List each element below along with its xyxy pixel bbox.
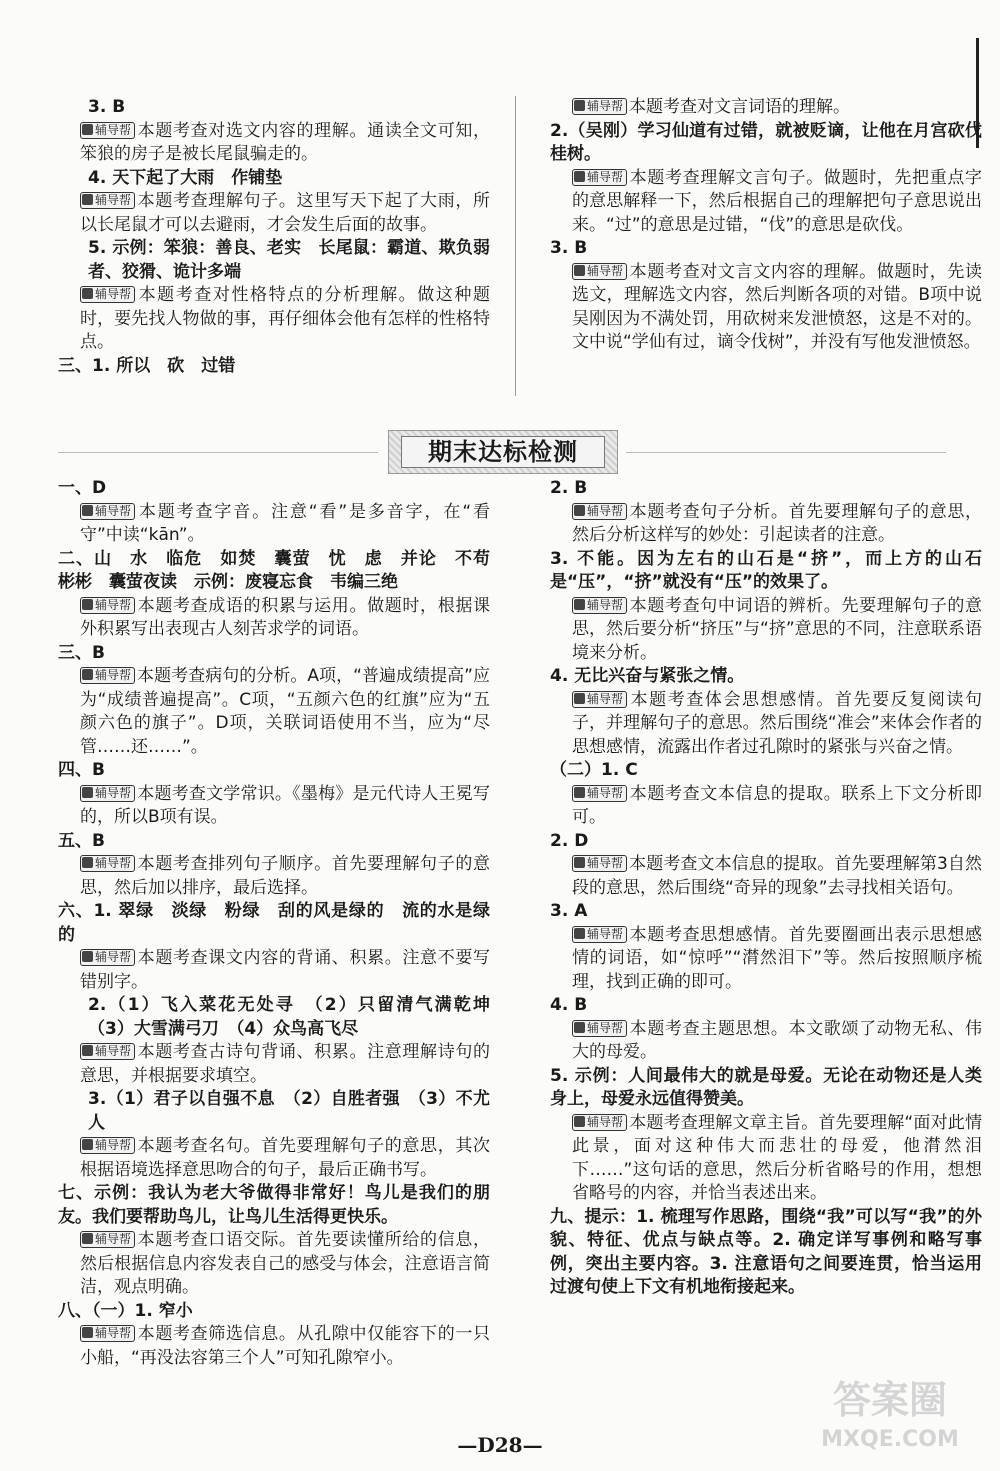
page-number: —D28— — [457, 1433, 543, 1457]
tutor-help-badge — [80, 855, 135, 872]
banner-rule-right — [626, 452, 946, 453]
explanation-text: 本题考查对选文内容的理解。通读全文可知，笨狼的房子是被长尾鼠骗走的。 — [80, 120, 490, 164]
answers-top-left — [58, 96, 490, 378]
book-icon — [82, 669, 93, 680]
explanation-block — [58, 1041, 490, 1088]
badge-label: 辅导帮 — [95, 668, 132, 682]
book-icon — [82, 951, 93, 962]
explanation-block — [550, 924, 982, 995]
explanation-block — [550, 96, 982, 120]
explanation-text: 本题考查对文言文内容的理解。做题时，先读选文，理解选文内容，然后判断各项的对错。B项中说吴刚因为不满处罚，用砍树来发泄愤怒，这是不对的。文中说“学仙有过，谪令伐树”，并没有写他发泄愤怒。 — [572, 261, 982, 352]
explanation-block — [58, 1135, 490, 1182]
explanation-text: 本题考查名句。首先要理解句子的意思，其次根据语境选择意思吻合的句子，最后正确书写。 — [80, 1136, 490, 1180]
explanation-block — [58, 947, 490, 994]
explanation-text: 本题考查文本信息的提取。首先要理解第3自然段的意思，然后围绕“奇异的现象”去寻找相关语句。 — [572, 854, 982, 898]
answer-line: 七、示例：我认为老大爷做得非常好！鸟儿是我们的朋友。我们要帮助鸟儿，让鸟儿生活得更快乐。 — [58, 1183, 490, 1227]
answer-line: 2.（吴刚）学习仙道有过错，就被贬谪，让他在月宫砍伐桂树。 — [550, 120, 982, 164]
explanation-block — [58, 284, 490, 355]
book-icon — [574, 1116, 585, 1127]
book-icon — [82, 124, 93, 135]
book-icon — [574, 857, 585, 868]
book-icon — [574, 787, 585, 798]
book-icon — [82, 1139, 93, 1150]
book-icon — [82, 1045, 93, 1056]
tutor-help-badge — [572, 503, 627, 520]
badge-label: 辅导帮 — [95, 1044, 132, 1058]
badge-label: 辅导帮 — [95, 193, 132, 207]
answer-line: 4. 天下起了大雨 作铺垫 — [88, 167, 283, 188]
explanation-block — [550, 1018, 982, 1065]
tutor-help-badge — [80, 122, 135, 139]
explanation-text: 本题考查对性格特点的分析理解。做这种题时，要先找人物做的事，再仔细体会他有怎样的性格特点。 — [80, 285, 490, 352]
book-icon — [82, 599, 93, 610]
explanation-text: 本题考查排列句子顺序。首先要理解句子的意思，然后加以排序，最后选择。 — [80, 854, 490, 898]
book-icon — [82, 194, 93, 205]
answer-line: 五、B — [58, 830, 105, 851]
book-icon — [574, 928, 585, 939]
tutor-help-badge — [80, 785, 135, 802]
tutor-help-badge — [80, 1043, 135, 1060]
explanation-block — [58, 665, 490, 759]
explanation-block — [550, 1112, 982, 1206]
tutor-help-badge — [572, 691, 627, 708]
answer-line: 3.（1）君子以自强不息 （2）自胜者强 （3）不尤人 — [88, 1089, 490, 1133]
explanation-text: 本题考查病句的分析。A项，“普遍成绩提高”应为“成绩普遍提高”。C项，“五颜六色的红旗”应为“五颜六色的旗子”。D项，关联词语使用不当，应为“尽管……还……”。 — [80, 666, 490, 757]
answer-line: 九、提示：1. 梳理写作思路，围绕“我”可以写“我”的外貌、特征、优点与缺点等。2. 确定详写事例和略写事例，突出主要内容。3. 注意语句之间要连贯，恰当运用过渡句使上下文有机地衔接起来。 — [550, 1206, 982, 1297]
badge-label: 辅导帮 — [95, 950, 132, 964]
badge-label: 辅导帮 — [95, 856, 132, 870]
tutor-help-badge — [572, 785, 627, 802]
answer-line: 六、1. 翠绿 淡绿 粉绿 刮的风是绿的 流的水是绿的 — [58, 901, 490, 945]
book-icon — [82, 1233, 93, 1244]
explanation-block — [58, 120, 490, 167]
tutor-help-badge — [80, 1325, 135, 1342]
explanation-block — [550, 167, 982, 238]
watermark-line1: 答案圈 — [832, 1378, 947, 1422]
tutor-help-badge — [572, 1020, 627, 1037]
tutor-help-badge — [80, 503, 135, 520]
badge-label: 辅导帮 — [587, 169, 624, 184]
tutor-help-badge — [80, 1231, 135, 1248]
tutor-help-badge — [572, 169, 627, 186]
explanation-text: 本题考查字音。注意“看”是多音字，在“看守”中读“kān”。 — [80, 501, 490, 545]
book-icon — [574, 1022, 585, 1033]
explanation-block — [550, 689, 982, 760]
answer-line: （二）1. C — [550, 760, 638, 780]
explanation-text: 本题考查理解文言句子。做题时，先把重点字的意思解释一下，然后根据自己的理解把句子意思说出来。“过”的意思是过错，“伐”的意思是砍伐。 — [572, 167, 982, 235]
tutor-help-badge — [80, 286, 135, 303]
section-title: 期末达标检测 — [401, 436, 605, 468]
book-icon — [574, 599, 585, 610]
book-icon — [82, 787, 93, 798]
book-icon — [82, 1327, 93, 1338]
tutor-help-badge — [80, 667, 135, 684]
book-icon — [574, 693, 585, 704]
badge-label: 辅导帮 — [95, 1232, 132, 1246]
badge-label: 辅导帮 — [587, 785, 624, 800]
section-banner — [388, 430, 618, 474]
tutor-help-badge — [572, 263, 627, 280]
badge-label: 辅导帮 — [95, 503, 132, 518]
answer-line: 3. B — [88, 97, 126, 117]
badge-label: 辅导帮 — [587, 1020, 624, 1035]
answer-line: 2. D — [550, 830, 589, 851]
tutor-help-badge — [80, 192, 135, 209]
explanation-block — [550, 501, 982, 548]
explanation-text: 本题考查体会思想感情。首先要反复阅读句子，并理解句子的意思。然后围绕“准会”来体会作者的思想感情，流露出作者过孔隙时的紧张与兴奋之情。 — [572, 689, 982, 757]
explanation-text: 本题考查理解文章主旨。首先要理解“面对此情此景，面对这种伟大而悲壮的母爱，他潸然泪下……”这句话的意思，然后分析省略号的作用，想想省略号的内容，并恰当表述出来。 — [572, 1112, 982, 1203]
tutor-help-badge — [572, 855, 627, 872]
answers-top-right — [550, 96, 982, 355]
tutor-help-badge — [572, 1114, 627, 1131]
explanation-text: 本题考查句子分析。首先要理解句子的意思，然后分析这样写的妙处：引起读者的注意。 — [572, 501, 982, 545]
banner-rule-left — [58, 452, 378, 453]
explanation-block — [550, 853, 982, 900]
answers-bottom-left — [58, 477, 507, 1370]
badge-label: 辅导帮 — [587, 691, 624, 706]
book-icon — [574, 265, 585, 276]
book-icon — [574, 171, 585, 182]
tutor-help-badge — [80, 597, 135, 614]
explanation-text: 本题考查口语交际。首先要读懂所给的信息，然后根据信息内容发表自己的感受与体会，注意语言简洁，观点明确。 — [80, 1230, 490, 1297]
explanation-text: 本题考查古诗句背诵、积累。注意理解诗句的意思，并根据要求填空。 — [80, 1042, 490, 1086]
book-icon — [82, 857, 93, 868]
explanation-block — [550, 595, 982, 666]
badge-label: 辅导帮 — [587, 597, 624, 612]
badge-label: 辅导帮 — [95, 122, 132, 137]
explanation-text: 本题考查成语的积累与运用。做题时，根据课外积累写出表现古人刻苦求学的词语。 — [80, 595, 490, 639]
badge-label: 辅导帮 — [95, 287, 132, 301]
explanation-text: 本题考查句中词语的辨析。先要理解句子的意思，然后要分析“挤压”与“挤”意思的不同，注意联系语境来分析。 — [572, 595, 982, 663]
explanation-text: 本题考查对文言词语的理解。 — [629, 97, 851, 117]
tutor-help-badge — [572, 98, 627, 115]
explanation-block — [58, 1323, 490, 1370]
book-icon — [574, 100, 585, 111]
answer-line: 四、B — [58, 760, 105, 780]
column-divider — [515, 96, 516, 396]
badge-label: 辅导帮 — [95, 1138, 132, 1152]
explanation-block — [550, 261, 982, 355]
badge-label: 辅导帮 — [95, 597, 132, 612]
answer-line: 3. B — [550, 238, 588, 258]
explanation-text: 本题考查课文内容的背诵、积累。注意不要写错别字。 — [80, 948, 490, 992]
answer-line: 3. 不能。因为左右的山石是“挤”，而上方的山石是“压”，“挤”就没有“压”的效果了。 — [550, 548, 982, 592]
tutor-help-badge — [80, 949, 135, 966]
answer-line: 5. 示例：人间最伟大的就是母爱。无论在动物还是人类身上，母爱永远值得赞美。 — [550, 1065, 982, 1109]
badge-label: 辅导帮 — [95, 1326, 132, 1340]
answer-line: 三、B — [58, 642, 105, 663]
explanation-text: 本题考查思想感情。首先要圈画出表示思想感情的词语，如“惊呼”“潸然泪下”等。然后按照顺序梳理，找到正确的即可。 — [572, 924, 982, 992]
answer-line: 八、（一）1. 窄小 — [58, 1300, 193, 1321]
explanation-block — [58, 190, 490, 237]
badge-label: 辅导帮 — [587, 926, 624, 941]
badge-label: 辅导帮 — [587, 503, 624, 518]
explanation-block — [58, 853, 490, 900]
answer-line: 4. 无比兴奋与紧张之情。 — [550, 666, 745, 686]
explanation-block — [58, 595, 490, 642]
badge-label: 辅导帮 — [587, 263, 624, 278]
answer-line: 5. 示例：笨狼：善良、老实 长尾鼠：霸道、欺负弱者、狡猾、诡计多端 — [88, 238, 490, 282]
explanation-block — [58, 783, 490, 830]
watermark-line2: MXQE.COM — [821, 1427, 959, 1452]
answer-line: 三、1. 所以 砍 过错 — [58, 355, 236, 376]
book-icon — [82, 505, 93, 516]
answer-line: 一、D — [58, 478, 107, 498]
explanation-text: 本题考查文学常识。《墨梅》是元代诗人王冕写的，所以B项有误。 — [80, 783, 490, 827]
badge-label: 辅导帮 — [95, 785, 132, 800]
answer-line: 4. B — [550, 995, 588, 1015]
book-icon — [574, 505, 585, 516]
answer-line: 2. B — [550, 478, 588, 498]
tutor-help-badge — [572, 926, 627, 943]
answer-line: 二、山 水 临危 如焚 囊萤 忧 虑 并论 不苟 彬彬 囊萤夜读 示例：废寝忘食 韦编三绝 — [58, 548, 507, 592]
explanation-block — [58, 501, 490, 548]
book-icon — [82, 288, 93, 299]
answer-line: 2.（1）飞入菜花无处寻 （2）只留清气满乾坤 （3）大雪满弓刀 （4）众鸟高飞尽 — [88, 995, 507, 1039]
tutor-help-badge — [80, 1137, 135, 1154]
tutor-help-badge — [572, 597, 627, 614]
answers-bottom-right — [550, 477, 982, 1300]
badge-label: 辅导帮 — [587, 1114, 624, 1129]
badge-label: 辅导帮 — [587, 856, 624, 870]
answer-line: 3. A — [550, 901, 588, 921]
explanation-text: 本题考查文本信息的提取。联系上下文分析即可。 — [572, 783, 982, 827]
explanation-text: 本题考查筛选信息。从孔隙中仅能容下的一只小船，“再没法容第三个人”可知孔隙窄小。 — [80, 1324, 490, 1368]
explanation-block — [550, 783, 982, 830]
explanation-block — [58, 1229, 490, 1300]
explanation-text: 本题考查主题思想。本文歌颂了动物无私、伟大的母爱。 — [572, 1018, 982, 1062]
badge-label: 辅导帮 — [587, 99, 624, 113]
explanation-text: 本题考查理解句子。这里写天下起了大雨，所以长尾鼠才可以去避雨，才会发生后面的故事。 — [80, 191, 490, 235]
